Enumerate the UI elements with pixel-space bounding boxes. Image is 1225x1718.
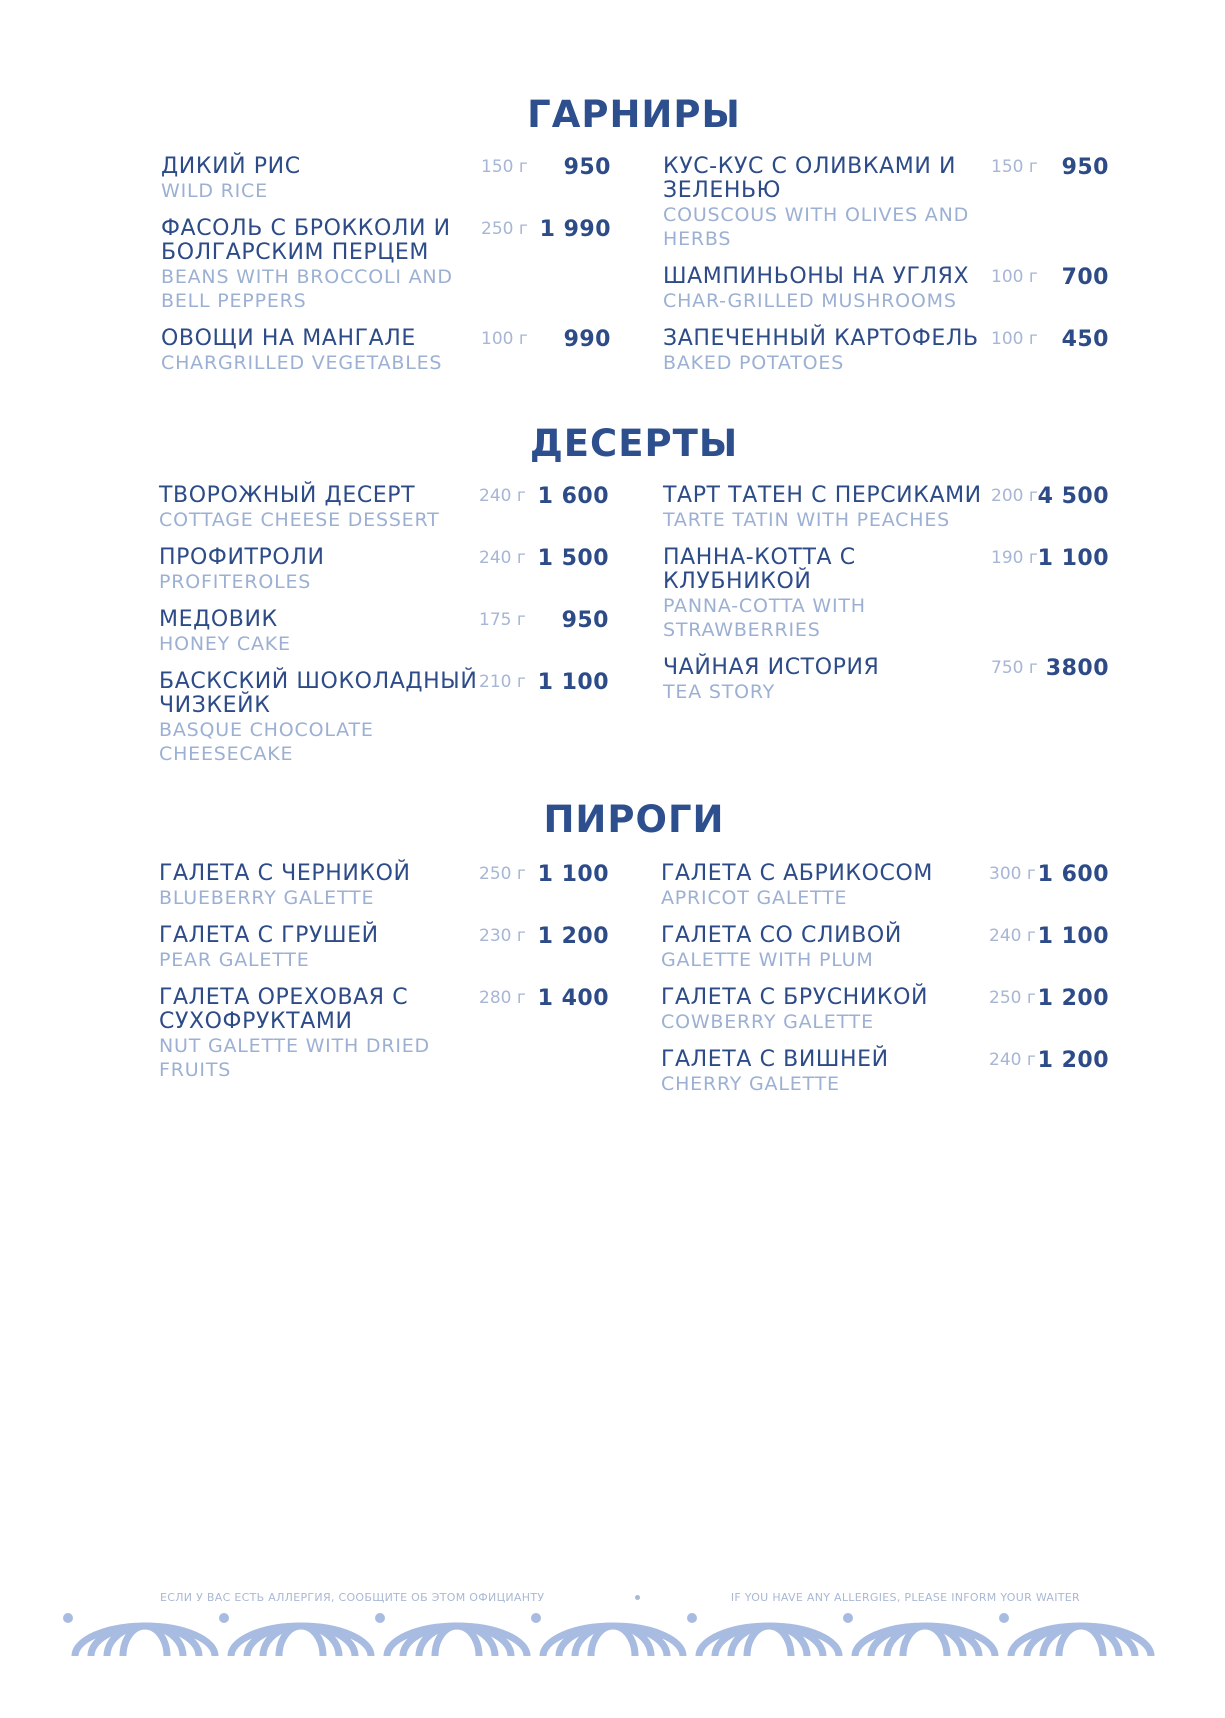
menu-item: [159, 924, 609, 972]
dish-weight: 280 г: [479, 988, 526, 1008]
dish-weight: 175 г: [479, 610, 526, 630]
dish-weight: 240 г: [479, 486, 526, 506]
separator-dot-icon: [635, 1595, 640, 1600]
dish-weight: 100 г: [991, 329, 1038, 349]
dish-name-ru: ГАЛЕТА ОРЕХОВАЯ С СУХОФРУКТАМИ: [159, 985, 409, 1034]
dish-price: 1 200: [1037, 986, 1109, 1011]
dish-name-ru: ЧАЙНАЯ ИСТОРИЯ: [663, 655, 880, 680]
menu-item: [663, 265, 1109, 313]
menu-item: [159, 862, 609, 910]
ornament-dot: [999, 1613, 1009, 1623]
dish-name-ru: ГАЛЕТА СО СЛИВОЙ: [661, 923, 902, 948]
ornament-arch: [387, 1626, 527, 1656]
dish-name-ru: ГАЛЕТА С ВИШНЕЙ: [661, 1047, 889, 1072]
dish-name-en: BEANS WITH BROCCOLI AND BELL PEPPERS: [161, 266, 453, 312]
dish-weight: 210 г: [479, 672, 526, 692]
pies-right-column: [661, 862, 1109, 1110]
dish-price: 450: [1061, 327, 1109, 352]
dish-price: 1 100: [537, 862, 609, 887]
dish-weight: 750 г: [991, 658, 1038, 678]
menu-item: [661, 862, 1109, 910]
ornament-arch: [855, 1626, 995, 1656]
dish-name-ru: ФАСОЛЬ С БРОККОЛИ И БОЛГАРСКИМ ПЕРЦЕМ: [161, 216, 451, 265]
dish-name-en: PROFITEROLES: [159, 571, 312, 593]
allergy-note: [160, 1591, 1080, 1604]
dish-name-ru: ТВОРОЖНЫЙ ДЕСЕРТ: [159, 483, 416, 508]
menu-item: [663, 484, 1109, 532]
dish-price: 1 100: [1037, 924, 1109, 949]
dish-name-en: COUSCOUS WITH OLIVES AND HERBS: [663, 204, 970, 250]
dish-weight: 190 г: [991, 548, 1038, 568]
menu-item: [661, 986, 1109, 1034]
menu-item: [159, 484, 609, 532]
pies-left-column: [159, 862, 609, 1096]
dish-price: 4 500: [1037, 484, 1109, 509]
dish-name-ru: ОВОЩИ НА МАНГАЛЕ: [161, 326, 416, 351]
dish-price: 1 600: [1037, 862, 1109, 887]
ornament-arch: [75, 1626, 215, 1656]
dish-name-ru: ГАЛЕТА С АБРИКОСОМ: [661, 861, 934, 886]
dish-name-en: COTTAGE CHEESE DESSERT: [159, 509, 440, 531]
allergy-note-en: IF YOU HAVE ANY ALLERGIES, PLEASE INFORM YOUR WAITER: [730, 1591, 1080, 1604]
ornament-dot: [687, 1613, 697, 1623]
dish-price: 1 400: [537, 986, 609, 1011]
dish-name-ru: ПРОФИТРОЛИ: [159, 545, 325, 570]
dish-name-ru: ЗАПЕЧЕННЫЙ КАРТОФЕЛЬ: [663, 326, 979, 351]
dish-weight: 100 г: [481, 329, 528, 349]
dish-price: 950: [561, 608, 609, 633]
menu-item: [161, 155, 611, 203]
menu-item: [661, 924, 1109, 972]
dish-price: 1 500: [537, 546, 609, 571]
dish-name-en: CHERRY GALETTE: [661, 1073, 840, 1095]
desserts-right-column: [663, 484, 1109, 718]
dish-price: 3800: [1045, 656, 1109, 681]
dish-name-ru: ПАННА-КОТТА С КЛУБНИКОЙ: [663, 545, 856, 594]
dish-price: 950: [1061, 155, 1109, 180]
ornament-dot: [843, 1613, 853, 1623]
menu-item: [661, 1048, 1109, 1096]
dish-name-ru: ГАЛЕТА С ГРУШЕЙ: [159, 923, 379, 948]
dish-name-en: NUT GALETTE WITH DRIED FRUITS: [159, 1035, 430, 1081]
ornament-arch: [699, 1626, 839, 1656]
dish-weight: 300 г: [989, 864, 1036, 884]
menu-item: [159, 670, 609, 766]
dish-weight: 100 г: [991, 267, 1038, 287]
dish-name-en: TEA STORY: [663, 681, 776, 703]
dish-price: 990: [563, 327, 611, 352]
dish-name-en: PANNA-COTTA WITH STRAWBERRIES: [663, 595, 866, 641]
dish-price: 1 200: [1037, 1048, 1109, 1073]
ornament-dot: [531, 1613, 541, 1623]
dish-weight: 200 г: [991, 486, 1038, 506]
menu-item: [159, 986, 609, 1082]
ornament-arch: [1011, 1626, 1151, 1656]
menu-item: [161, 327, 611, 375]
dish-price: 1 600: [537, 484, 609, 509]
menu-item: [663, 155, 1109, 251]
dish-weight: 240 г: [989, 1050, 1036, 1070]
dish-name-ru: ГАЛЕТА С БРУСНИКОЙ: [661, 985, 929, 1010]
wave-ornament-icon: [60, 1610, 1170, 1660]
dish-name-en: PEAR GALETTE: [159, 949, 310, 971]
dish-price: 950: [563, 155, 611, 180]
dish-weight: 250 г: [481, 219, 528, 239]
dish-name-en: GALETTE WITH PLUM: [661, 949, 874, 971]
dish-name-ru: БАСКСКИЙ ШОКОЛАДНЫЙ ЧИЗКЕЙК: [159, 669, 478, 718]
dish-price: 1 990: [539, 217, 611, 242]
desserts-left-column: [159, 484, 609, 780]
dish-name-en: HONEY CAKE: [159, 633, 291, 655]
dish-price: 1 100: [1037, 546, 1109, 571]
dish-name-en: WILD RICE: [161, 180, 268, 202]
dish-name-ru: МЕДОВИК: [159, 607, 278, 632]
menu-item: [159, 546, 609, 594]
menu-item: [663, 656, 1109, 704]
dish-weight: 250 г: [989, 988, 1036, 1008]
sides-left-column: [161, 155, 611, 389]
menu-item: [663, 327, 1109, 375]
dish-name-en: CHARGRILLED VEGETABLES: [161, 352, 443, 374]
ornament-arch: [543, 1626, 683, 1656]
dish-weight: 230 г: [479, 926, 526, 946]
dish-name-ru: ГАЛЕТА С ЧЕРНИКОЙ: [159, 861, 411, 886]
section-title-pies: ПИРОГИ: [543, 798, 725, 841]
menu-item: [159, 608, 609, 656]
dish-name-en: BAKED POTATOES: [663, 352, 845, 374]
dish-name-ru: КУС-КУС С ОЛИВКАМИ И ЗЕЛЕНЬЮ: [663, 154, 957, 203]
dish-name-en: COWBERRY GALETTE: [661, 1011, 874, 1033]
dish-weight: 250 г: [479, 864, 526, 884]
dish-name-en: BLUEBERRY GALETTE: [159, 887, 375, 909]
menu-item: [161, 217, 611, 313]
dish-name-en: TARTE TATIN WITH PEACHES: [663, 509, 950, 531]
dish-name-ru: ТАРТ ТАТЕН С ПЕРСИКАМИ: [663, 483, 982, 508]
ornament-dot: [63, 1613, 73, 1623]
dish-name-en: APRICOT GALETTE: [661, 887, 848, 909]
section-title-sides: ГАРНИРЫ: [527, 93, 741, 136]
dish-name-en: BASQUE CHOCOLATE CHEESECAKE: [159, 719, 374, 765]
ornament-dot: [375, 1613, 385, 1623]
dish-name-ru: ШАМПИНЬОНЫ НА УГЛЯХ: [663, 264, 970, 289]
dish-weight: 240 г: [479, 548, 526, 568]
dish-weight: 150 г: [481, 157, 528, 177]
dish-weight: 240 г: [989, 926, 1036, 946]
ornament-dot: [219, 1613, 229, 1623]
dish-name-ru: ДИКИЙ РИС: [161, 154, 301, 179]
allergy-note-ru: ЕСЛИ У ВАС ЕСТЬ АЛЛЕРГИЯ, СООБЩИТЕ ОБ ЭТОМ ОФИЦИАНТУ: [160, 1591, 545, 1604]
section-title-desserts: ДЕСЕРТЫ: [529, 422, 739, 465]
dish-name-en: CHAR-GRILLED MUSHROOMS: [663, 290, 957, 312]
dish-price: 1 100: [537, 670, 609, 695]
dish-price: 700: [1061, 265, 1109, 290]
dish-weight: 150 г: [991, 157, 1038, 177]
sides-right-column: [663, 155, 1109, 389]
dish-price: 1 200: [537, 924, 609, 949]
ornament-arch: [231, 1626, 371, 1656]
menu-item: [663, 546, 1109, 642]
